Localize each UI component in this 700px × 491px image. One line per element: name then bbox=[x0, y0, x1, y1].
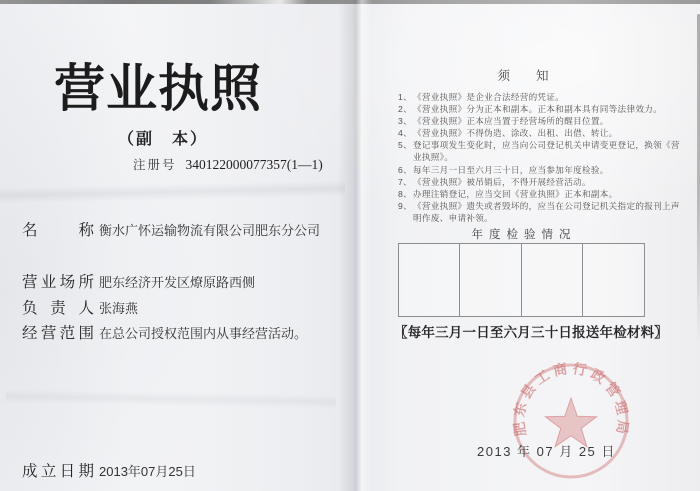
notice-item-number: 8、 bbox=[398, 188, 412, 199]
seal-star-icon bbox=[545, 398, 596, 447]
notice-item-text: 《营业执照》是企业合法经营的凭证。 bbox=[413, 92, 565, 102]
official-seal-stamp bbox=[499, 349, 643, 491]
registration-label: 注册号 bbox=[133, 158, 177, 172]
annual-table-cell bbox=[399, 244, 460, 316]
notice-item-number: 9、 bbox=[398, 200, 412, 211]
field-value: 肥东经济开发区燎原路西侧 bbox=[99, 275, 256, 290]
notice-item-number: 4、 bbox=[398, 128, 412, 139]
field-row-premises bbox=[22, 270, 255, 292]
field-row-establishment-date bbox=[22, 459, 196, 481]
annual-inspection-table bbox=[398, 243, 645, 317]
notice-title: 须知 bbox=[497, 69, 575, 83]
notice-item bbox=[398, 103, 680, 115]
notice-item bbox=[398, 139, 680, 163]
notice-item-number: 2、 bbox=[398, 104, 412, 115]
notice-item-text: 《营业执照》被吊销后，不得开展经营活动。 bbox=[413, 176, 591, 187]
field-row-person-in-charge bbox=[22, 296, 138, 318]
notice-item bbox=[398, 176, 680, 188]
field-label: 成 立 日 期 bbox=[22, 463, 94, 480]
booklet-fold-crease bbox=[338, 0, 372, 491]
field-label: 负 责 人 bbox=[22, 300, 94, 317]
notice-item-text: 《营业执照》正本应当置于经营场所的醒目位置。 bbox=[413, 116, 609, 127]
notice-item-text: 《营业执照》分为正本和副本。正本和副本具有同等法律效力。 bbox=[413, 104, 663, 115]
field-label: 经 营 范 围 bbox=[22, 325, 94, 342]
notice-item bbox=[398, 188, 680, 200]
annual-report-caption: 〖每年三月一日至六月三十日报送年检材料〗 bbox=[394, 325, 668, 340]
field-row-name bbox=[22, 218, 320, 240]
notice-item-text: 办理注销登记，应当交回《营业执照》正本和副本。 bbox=[413, 188, 618, 199]
notice-item-text: 《营业执照》不得伪造、涂改、出租、出借、转让。 bbox=[413, 128, 618, 139]
field-value: 张海燕 bbox=[99, 301, 139, 316]
notice-item bbox=[398, 91, 680, 103]
field-label: 营 业 场 所 bbox=[22, 274, 94, 291]
notice-item-number: 7、 bbox=[398, 176, 412, 187]
field-label: 名 称 bbox=[22, 222, 94, 239]
annual-table-cell bbox=[583, 244, 644, 316]
notice-list bbox=[398, 91, 680, 224]
notice-item-text: 《营业执照》遗失或者毁坏的，应当在公司登记机关指定的报刊上声明作废、申请补领。 bbox=[413, 200, 680, 223]
paper-crease bbox=[0, 180, 345, 203]
field-value: 2013年07月25日 bbox=[99, 464, 196, 479]
field-value: 衡水广怀运输物流有限公司肥东分公司 bbox=[99, 223, 321, 238]
field-row-business-scope bbox=[22, 321, 307, 343]
notice-item-number: 1、 bbox=[398, 92, 412, 102]
license-title: 营业执照 bbox=[54, 60, 263, 117]
license-subtitle: （副 本） bbox=[118, 131, 209, 148]
notice-item bbox=[398, 127, 680, 139]
notice-item-number: 6、 bbox=[398, 164, 412, 175]
notice-item bbox=[398, 200, 680, 224]
notice-item bbox=[398, 164, 680, 176]
seal-authority-text: 肥东县工商行政管理局 bbox=[510, 360, 632, 438]
seal-date: 2013 年 07 月 25 日 bbox=[477, 444, 616, 459]
annual-table-cell bbox=[460, 244, 521, 316]
annual-inspection-title: 年度检验情况 bbox=[471, 229, 577, 241]
notice-item bbox=[398, 115, 680, 127]
notice-item-text: 登记事项发生变化时，应当向公司登记机关申请变更登记，换领《营业执照》。 bbox=[413, 140, 680, 163]
notice-item-number: 5、 bbox=[398, 140, 412, 151]
field-value: 在总公司授权范围内从事经营活动。 bbox=[99, 326, 308, 341]
registration-number: 340122000077357(1—1) bbox=[185, 157, 323, 172]
notice-item-number: 3、 bbox=[398, 116, 412, 127]
notice-item-text: 每年三月一日至六月三十日，应当参加年度检验。 bbox=[413, 164, 609, 175]
annual-table-cell bbox=[522, 244, 583, 316]
registration-row bbox=[133, 155, 323, 173]
paper-crease bbox=[6, 389, 336, 409]
